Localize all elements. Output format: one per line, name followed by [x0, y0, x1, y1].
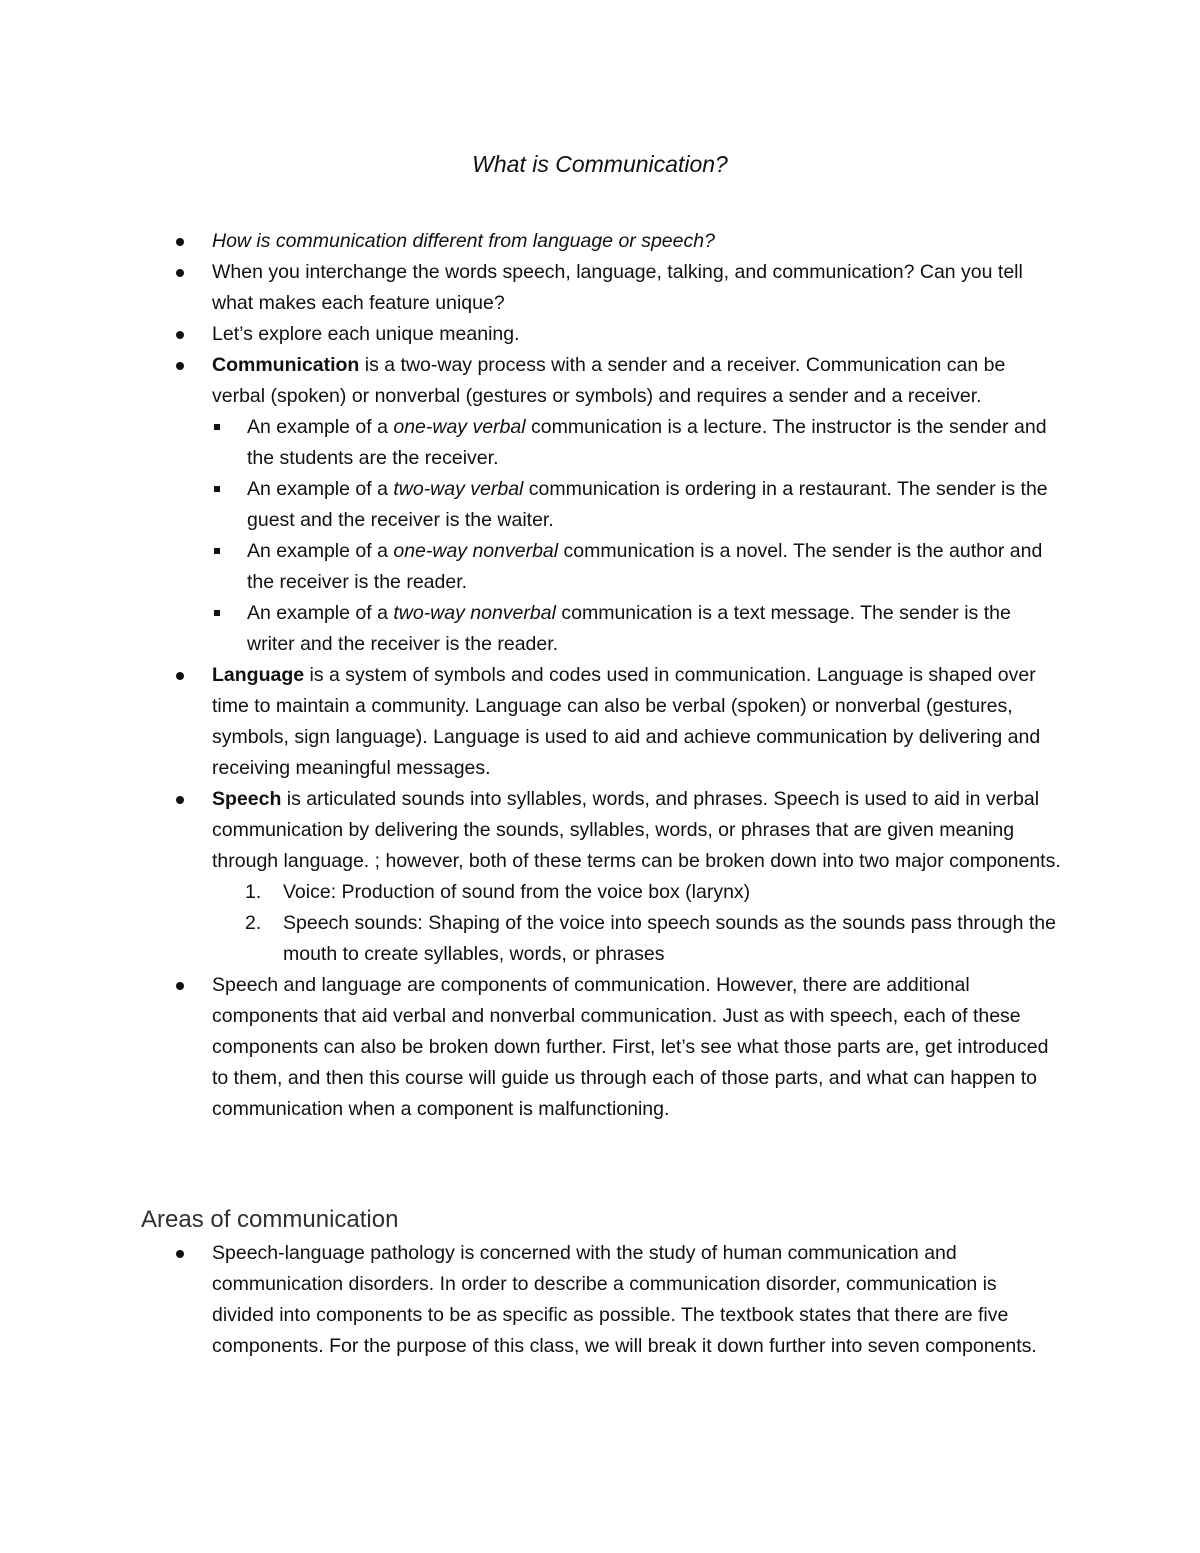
- bullet-list-areas: [0, 1238, 1200, 1362]
- list-item: [0, 970, 1200, 1125]
- definition-text: is articulated sounds into syllables, words, and phrases. Speech is used to aid in verbal communication by delivering the sounds, syllables, words, or phrases that are given meaning through language. ; however, both of these terms can be broken down into two major components.: [212, 788, 1061, 872]
- example-emphasis: one-way nonverbal: [393, 540, 559, 562]
- list-item-language: [0, 660, 1200, 784]
- list-item: [0, 319, 1200, 350]
- definition-text: is a system of symbols and codes used in communication. Language is shaped over time to maintain a community. Language can also be verbal (spoken) or nonverbal (gestures, symbols, sign language). Language is used to aid and achieve communication by delivering and receiving meaningful messages.: [212, 664, 1041, 779]
- square-bullet-icon: [214, 486, 220, 492]
- example-prefix: An example of a: [247, 416, 394, 438]
- bullet-dot-icon: [176, 331, 184, 339]
- bullet-dot-icon: [176, 238, 184, 246]
- numbered-item-text: Voice: Production of sound from the voice box (larynx): [283, 881, 751, 903]
- sub-list-item: [0, 598, 1200, 660]
- example-prefix: An example of a: [247, 478, 394, 500]
- list-item-communication: [0, 350, 1200, 412]
- bullet-dot-icon: [176, 796, 184, 804]
- list-item-text: Let’s explore each unique meaning.: [212, 323, 520, 345]
- bullet-dot-icon: [176, 982, 184, 990]
- item-number: 1.: [245, 881, 262, 903]
- square-bullet-icon: [214, 424, 220, 430]
- list-item: [0, 226, 1200, 257]
- list-item: [0, 1238, 1200, 1362]
- page-title: What is Communication?: [472, 151, 728, 177]
- example-text: communication is a lecture. The instructor is the sender and the students are the receiver.: [247, 416, 1047, 469]
- bullet-list-main: [0, 226, 1200, 1125]
- term-speech: Speech: [212, 788, 282, 810]
- square-bullet-icon: [214, 610, 220, 616]
- numbered-item: [0, 908, 1200, 970]
- list-item-speech: [0, 784, 1200, 877]
- section-heading: Areas of communication: [141, 1206, 399, 1233]
- bullet-dot-icon: [176, 1250, 184, 1258]
- square-bullet-icon: [214, 548, 220, 554]
- example-text: communication is a novel. The sender is the author and the receiver is the reader.: [247, 540, 1043, 593]
- example-emphasis: two-way verbal: [393, 478, 524, 500]
- sub-list-item: [0, 412, 1200, 474]
- example-prefix: An example of a: [247, 540, 394, 562]
- item-number: 2.: [245, 912, 262, 934]
- term-language: Language: [212, 664, 305, 686]
- numbered-item-text: Speech sounds: Shaping of the voice into speech sounds as the sounds pass through the mouth to create syllables, words, or phrases: [283, 912, 1056, 965]
- bullet-dot-icon: [176, 672, 184, 680]
- question-text: How is communication different from language or speech?: [212, 230, 715, 252]
- sub-list-item: [0, 536, 1200, 598]
- list-item-text: When you interchange the words speech, language, talking, and communication? Can you tell what makes each feature unique?: [212, 261, 1023, 314]
- bullet-dot-icon: [176, 269, 184, 277]
- example-text: communication is ordering in a restaurant. The sender is the guest and the receiver is the waiter.: [247, 478, 1048, 531]
- bullet-dot-icon: [176, 362, 184, 370]
- example-text: communication is a text message. The sender is the writer and the receiver is the reader.: [247, 602, 1011, 655]
- example-prefix: An example of a: [247, 602, 394, 624]
- numbered-item: [0, 877, 1200, 908]
- example-emphasis: two-way nonverbal: [393, 602, 556, 624]
- list-item: [0, 257, 1200, 319]
- list-item-text: Speech-language pathology is concerned with the study of human communication and communication disorders. In order to describe a communication disorder, communication is divided into components to be as specific as possible. The textbook states that there are five components. For the purpose of this class, we will break it down further into seven components.: [212, 1242, 1037, 1357]
- term-communication: Communication: [212, 354, 360, 376]
- example-emphasis: one-way verbal: [393, 416, 526, 438]
- sub-list-item: [0, 474, 1200, 536]
- definition-text: is a two-way process with a sender and a receiver. Communication can be verbal (spoken) or nonverbal (gestures or symbols) and requires a sender and a receiver.: [212, 354, 1006, 407]
- list-item-text: Speech and language are components of communication. However, there are additional components that aid verbal and nonverbal communication. Just as with speech, each of these components can also be broken down further. First, let’s see what those parts are, get introduced to them, and then this course will guide us through each of those parts, and what can happen to communication when a component is malfunctioning.: [212, 974, 1049, 1120]
